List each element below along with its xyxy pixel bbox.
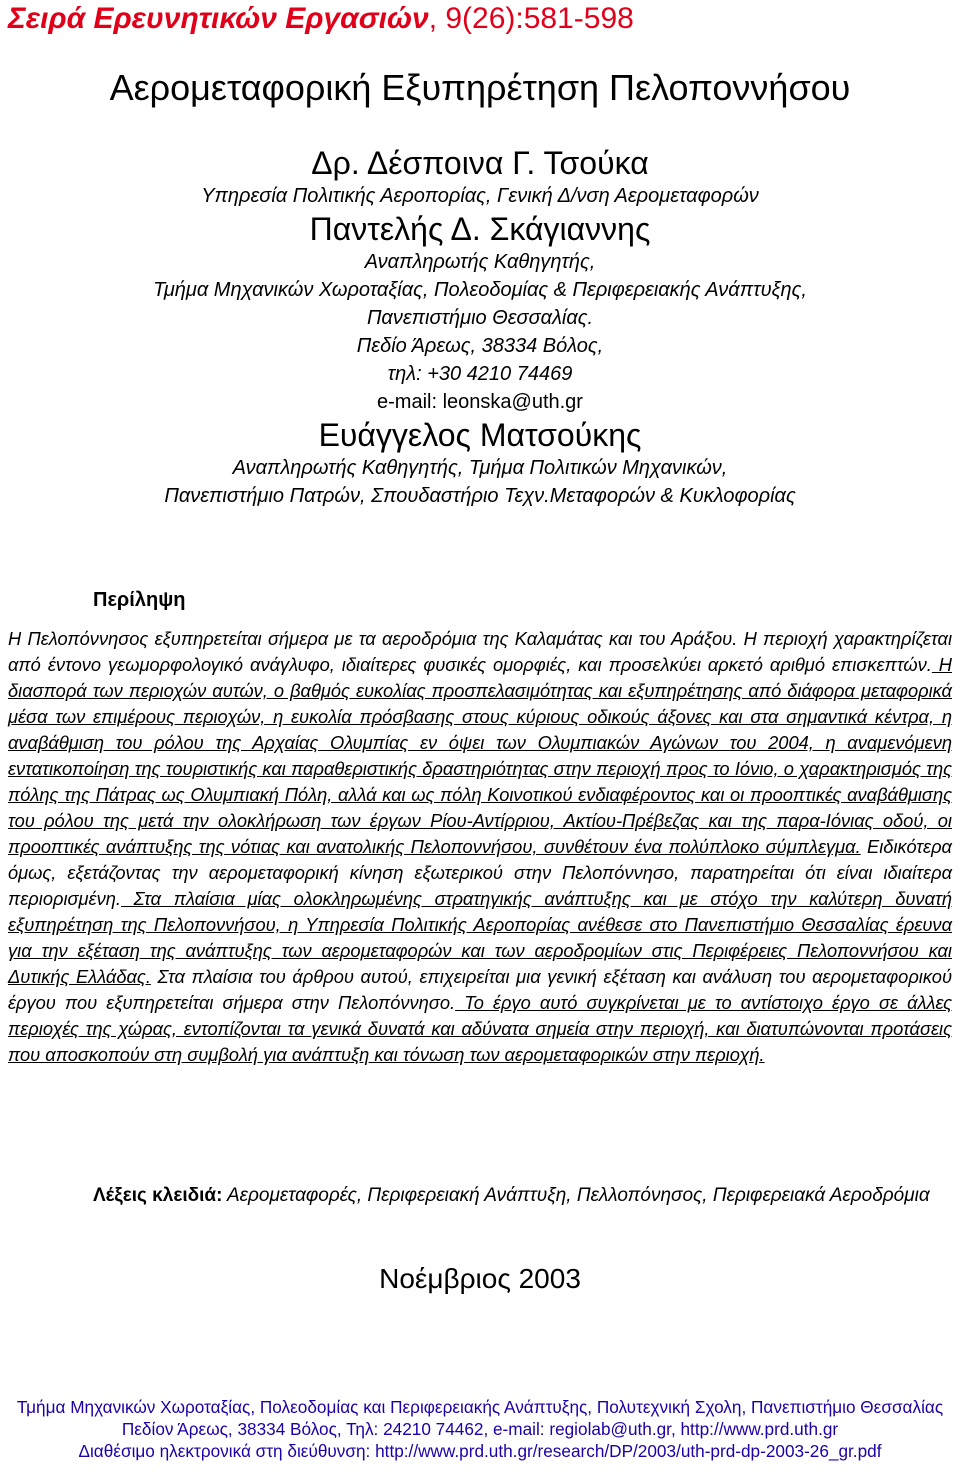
keywords-label: Λέξεις κλειδιά: <box>93 1185 223 1206</box>
author-name-1: Δρ. Δέσποινα Γ. Τσούκα <box>311 145 649 181</box>
footer-line-2: Πεδίον Άρεως, 38334 Βόλος, Τηλ: 24210 74462, e-mail: regiolab@uth.gr, http://www.prd.uth.gr <box>121 1419 839 1439</box>
abstract-segment-2: Η περιοχή χαρακτηρίζεται από έντονο γεωμορφολογικό ανάγλυφο, ιδιαίτερες φυσικές ομορφιές, και προσελκύει αρκετό αριθμό επισκεπτών. <box>8 628 952 675</box>
journal-name: Σειρά Ερευνητικών Εργασιών <box>8 2 429 35</box>
abstract-segment-4: Ειδικότερα όμως, εξετάζοντας την αερομεταφορική κίνηση εξωτερικού στην Πελοπόννησο, παρατηρείται ότι είναι ιδιαίτερα περιορισμένη. <box>8 836 952 909</box>
author-affiliation-2-line-1: Αναπληρωτής Καθηγητής, <box>364 251 596 273</box>
footer <box>0 1396 960 1462</box>
series-header <box>8 2 634 36</box>
author-affiliation-2-line-3: Πανεπιστήμιο Θεσσαλίας. <box>366 307 594 329</box>
author-affiliation-2-line-5: τηλ: +30 4210 74469 <box>387 363 573 385</box>
keywords <box>93 1183 933 1209</box>
author-name-3: Ευάγγελος Ματσούκης <box>318 417 642 453</box>
abstract-body <box>8 626 952 1068</box>
publication-date: Νοέμβριος 2003 <box>379 1263 581 1294</box>
abstract-segment-7: Το έργο αυτό συγκρίνεται με το αντίστοιχο έργο σε άλλες περιοχές της χώρας, εντοπίζονται τα γενικά δυνατά και αδύνατα σημεία στην περιοχή, και διατυπώνονται προτάσεις που αποσκοπούν στη συμβολή για ανάπτυξη και τόνωση των αερομεταφορικών στην περιοχή. <box>8 992 952 1065</box>
keywords-list: Αερομεταφορές, Περιφερειακή Ανάπτυξη, Πελλοπόνησος, Περιφερειακά Αεροδρόμια <box>222 1185 930 1206</box>
author-affiliation-3-line-1: Αναπληρωτής Καθηγητής, Τμήμα Πολιτικών Μηχανικών, <box>232 457 728 479</box>
footer-line-1: Τμήμα Μηχανικών Χωροταξίας, Πολεοδομίας και Περιφερειακής Ανάπτυξης, Πολυτεχνική Σχολη, Πανεπιστήμιο Θεσσαλίας <box>16 1397 944 1417</box>
author-block <box>0 144 960 510</box>
abstract-heading: Περίληψη <box>93 589 186 611</box>
author-email: e-mail: leonska@uth.gr <box>377 391 583 413</box>
abstract-segment-1: Η Πελοπόννησος εξυπηρετείται σήμερα με τα αεροδρόμια της Καλαμάτας και του Αράξου. <box>8 628 744 649</box>
author-affiliation-2-line-2: Τμήμα Μηχανικών Χωροταξίας, Πολεοδομίας & Περιφερειακής Ανάπτυξης, <box>153 279 807 301</box>
paper-title: Αερομεταφορική Εξυπηρέτηση Πελοποννήσου <box>109 67 851 108</box>
author-affiliation-1: Υπηρεσία Πολιτικής Αεροπορίας, Γενική Δ/νση Αερομεταφορών <box>201 185 759 207</box>
author-name-2: Παντελής Δ. Σκάγιαννης <box>309 211 651 247</box>
abstract-segment-3: Η διασπορά των περιοχών αυτών, ο βαθμός ευκολίας προσπελασιμότητας και εξυπηρέτησης από διάφορα μεταφορικά μέσα των επιμέρους περιοχών, η ευκολία πρόσβασης στους κύριους οδικούς άξονες και στα σημαντικά κέντρα, η αναβάθμιση του ρόλου της Αρχαίας Ολυμπίας εν όψει των Ολυμπιακών Αγώνων του 2004, η αναμενόμενη εντατικοποίηση της τουριστικής και παραθεριστικής δραστηριότητας στην περιοχή προς το Ιόνιο, ο χαρακτηρισμός της πόλης της Πάτρας ως Ολυμπιακή Πόλη, αλλά και ως πόλη Κοινοτικού ενδιαφέροντος και οι προοπτικές αναβάθμισης του ρόλου της μετά την ολοκλήρωση των έργων Ρίου-Αντίρριου, Ακτίου-Πρέβεζας και της παρα-Ιόνιας οδού, οι προοπτικές ανάπτυξης της νότιας και ανατολικής Πελοποννήσου, συνθέτουν ένα πολύπλοκο σύμπλεγμα. <box>8 654 952 857</box>
abstract-segment-6: Στα πλαίσια του άρθρου αυτού, επιχειρείται μια γενική εξέταση και ανάλυση του αερομεταφορικού έργου που εξυπηρετείται σήμερα στην Πελοπόννησο. <box>8 966 952 1013</box>
footer-line-3: Διαθέσιμο ηλεκτρονικά στη διεύθυνση: http://www.prd.uth.gr/research/DP/2003/uth-prd-dp-2003-26_gr.pdf <box>78 1441 882 1461</box>
abstract-segment-5: Στα πλαίσια μίας ολοκληρωμένης στρατηγικής ανάπτυξης και με στόχο την καλύτερη δυνατή εξυπηρέτηση της Πελοποννήσου, η Υπηρεσία Πολιτικής Αεροπορίας ανέθεσε στο Πανεπιστήμιο Θεσσαλίας έρευνα για την εξέταση της ανάπτυξης των αερομεταφορών και των αεροδρομίων στις Περιφέρειες Πελοποννήσου και Δυτικής Ελλάδας. <box>8 888 952 987</box>
author-affiliation-3-line-2: Πανεπιστήμιο Πατρών, Σπουδαστήριο Τεχν.Μεταφορών & Κυκλοφορίας <box>164 485 796 507</box>
author-affiliation-2-line-4: Πεδίο Άρεως, 38334 Βόλος, <box>356 335 604 357</box>
issue-reference: , 9(26):581-598 <box>428 2 634 35</box>
